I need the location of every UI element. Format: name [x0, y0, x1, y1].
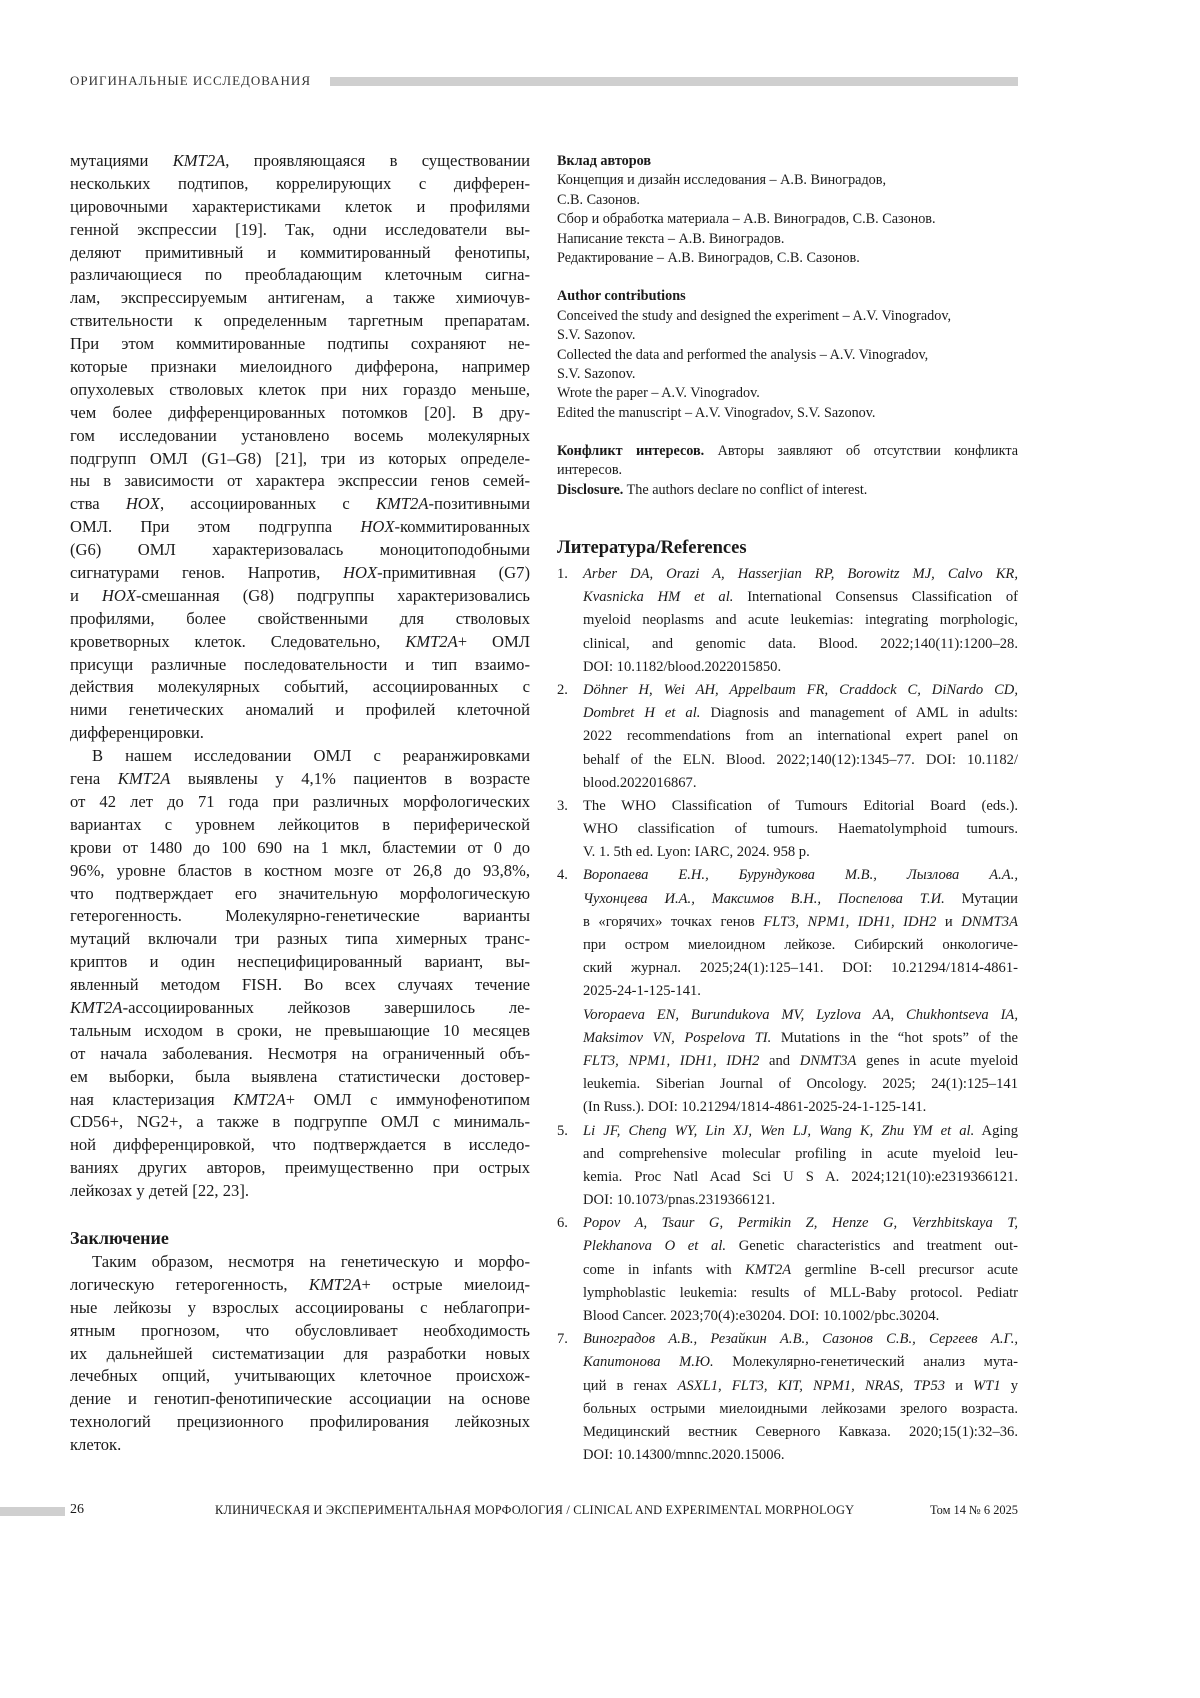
text-run: ваниях других авторов, преимущественно при острых: [70, 1158, 530, 1177]
italic-run: FLT3, NPM1, IDH1, IDH2: [763, 914, 936, 930]
text-line: [557, 152, 1018, 171]
text-line: [70, 356, 530, 379]
text-line: [583, 702, 1018, 725]
text-run: технологий прецизионного профилирования лейкозных: [70, 1412, 530, 1431]
text-run: DOI: 10.14300/mnnc.2020.15006.: [583, 1447, 784, 1463]
text-line: [70, 768, 530, 791]
text-run: Таким образом, несмотря на генетическую и морфо-: [92, 1252, 530, 1271]
text-run: лейкозах у детей [22, 23].: [70, 1181, 249, 1200]
italic-run: ASXL1, FLT3, KIT, NPM1, NRAS, TP53: [677, 1378, 945, 1394]
italic-run: Popov A, Tsaur G, Permikin Z, Henze G, Verzhbitskaya T,: [583, 1215, 1018, 1231]
text-run: которые признаки миелоидного дифферона, например: [70, 357, 530, 376]
reference-number: 3.: [557, 795, 568, 818]
text-line: [70, 745, 530, 768]
reference-number: 4.: [557, 864, 568, 887]
text-line: [70, 1089, 530, 1112]
text-line: [557, 307, 1018, 326]
journal-title: КЛИНИЧЕСКАЯ И ЭКСПЕРИМЕНТАЛЬНАЯ МОРФОЛОГИЯ / CLINICAL AND EXPERIMENTAL MORPHOLOGY: [215, 1503, 854, 1518]
text-line: [70, 379, 530, 402]
text-run: чем более дифференцированных потомков [20]. В дру-: [70, 403, 530, 422]
italic-run: Виноградов А.В., Резайкин А.В., Сазонов С.В., Сергеев А.Г.,: [583, 1331, 1018, 1347]
text-run: ства: [70, 494, 126, 513]
text-run: behalf of the ELN. Blood. 2022;140(12):1345–77. DOI: 10.1182/: [583, 752, 1018, 768]
text-line: [583, 911, 1018, 934]
text-line: [70, 883, 530, 906]
text-run: мутаций включали три разных типа химерных транс-: [70, 929, 530, 948]
text-line: [583, 725, 1018, 748]
reference-item: [557, 1328, 1018, 1467]
text-run: DOI: 10.1182/blood.2022015850.: [583, 659, 781, 675]
italic-run: Kvasnicka HM et al.: [583, 589, 733, 605]
text-run: Медицинский вестник Северного Кавказа. 2020;15(1):32–36.: [583, 1424, 1018, 1440]
left-column: [70, 150, 530, 1457]
italic-run: Чухонцева И.А., Максимов В.Н., Поспелова Т.И.: [583, 891, 945, 907]
reference-item: [557, 1212, 1018, 1328]
text-run: , проявляющаяся в существовании: [225, 151, 530, 170]
text-run: вариантах с уровнем лейкоцитов в периферической: [70, 815, 530, 834]
text-run: 2022 recommendations from an international expert panel on: [583, 728, 1018, 744]
text-run: профилями, более свойственными для стволовых: [70, 609, 530, 628]
text-line: [70, 1157, 530, 1180]
text-line: [70, 1134, 530, 1157]
text-run: Концепция и дизайн исследования – А.В. Виноградов,: [557, 172, 886, 188]
text-line: [70, 1365, 530, 1388]
text-run: + ОМЛ: [458, 632, 530, 651]
text-line: [70, 951, 530, 974]
text-run: (In Russ.). DOI: 10.21294/1814-4861-2025-24-1-125-141.: [583, 1099, 926, 1115]
text-line: [70, 1111, 530, 1134]
text-run: деляют примитивный и коммитированный фенотипы,: [70, 243, 530, 262]
text-run: + острые миелоид-: [361, 1275, 530, 1294]
text-line: [557, 404, 1018, 423]
text-line: [557, 171, 1018, 190]
text-run: Написание текста – А.В. Виноградов.: [557, 231, 784, 247]
text-line: [583, 1375, 1018, 1398]
author-contributions-ru: [557, 152, 1018, 268]
text-line: [583, 1004, 1018, 1027]
text-run: у: [1001, 1378, 1018, 1394]
text-line: [583, 1282, 1018, 1305]
reference-number: 1.: [557, 563, 568, 586]
text-run: лам, экспрессируемым антигенам, а также химиочув-: [70, 288, 530, 307]
text-run: явленный методом FISH. Во всех случаях течение: [70, 975, 530, 994]
reference-item: [557, 679, 1018, 795]
text-run: от 42 лет до 71 года при различных морфологических: [70, 792, 530, 811]
section-header: ОРИГИНАЛЬНЫЕ ИССЛЕДОВАНИЯ: [70, 73, 311, 89]
text-line: [583, 1259, 1018, 1282]
text-run: Сбор и обработка материала – А.В. Виноградов, С.В. Сазонов.: [557, 211, 936, 227]
text-run: Wrote the paper – A.V. Vinogradov.: [557, 385, 760, 401]
text-line: [557, 442, 1018, 461]
text-run: ной дифференцировкой, что подтверждается в исследо-: [70, 1135, 530, 1154]
text-run: ОМЛ. При этом подгруппа: [70, 517, 360, 536]
references-list: [557, 563, 1018, 1467]
text-line: [70, 676, 530, 699]
text-line: [70, 631, 530, 654]
text-line: [557, 210, 1018, 229]
text-run: germline B-cell precursor acute: [791, 1262, 1018, 1278]
text-line: [70, 699, 530, 722]
text-line: [583, 656, 1018, 679]
text-line: [583, 795, 1018, 818]
text-line: [583, 1120, 1018, 1143]
text-line: [583, 864, 1018, 887]
text-run: присущи различные последовательности и тип взаимо-: [70, 655, 530, 674]
text-run: клеток.: [70, 1435, 121, 1454]
text-run: Blood Cancer. 2023;70(4):e30204. DOI: 10.1002/pbc.30204.: [583, 1308, 939, 1324]
text-line: [583, 1096, 1018, 1119]
text-line: [70, 585, 530, 608]
text-run: The authors declare no conflict of interest.: [623, 482, 867, 498]
text-line: [70, 1297, 530, 1320]
text-line: [70, 287, 530, 310]
text-run: -коммитированных: [394, 517, 530, 536]
text-line: [557, 287, 1018, 306]
text-run: myeloid neoplasms and acute leukemias: integrating morphologic,: [583, 612, 1018, 628]
text-line: [70, 310, 530, 333]
paragraph: [70, 150, 530, 745]
text-line: [557, 365, 1018, 384]
text-run: clinical, and genomic data. Blood. 2022;140(11):1200–28.: [583, 636, 1018, 652]
text-line: [70, 1434, 530, 1457]
text-run: гена: [70, 769, 118, 788]
text-line: [70, 928, 530, 951]
text-run: ятным прогнозом, что обусловливает необходимость: [70, 1321, 530, 1340]
italic-run: HOX: [360, 517, 394, 536]
text-line: [583, 1166, 1018, 1189]
text-run: сигнатурами генов. Напротив,: [70, 563, 343, 582]
italic-run: KMT2A: [118, 769, 171, 788]
text-line: [70, 1411, 530, 1434]
text-line: [583, 1305, 1018, 1328]
italic-run: KMT2A: [173, 151, 226, 170]
italic-run: Капитонова М.Ю.: [583, 1354, 714, 1370]
text-line: [583, 980, 1018, 1003]
footer-rule: [0, 1507, 65, 1516]
text-line: [583, 1050, 1018, 1073]
text-run: подгрупп ОМЛ (G1–G8) [21], три из которых определе-: [70, 449, 530, 468]
text-run: Edited the manuscript – A.V. Vinogradov, S.V. Sazonov.: [557, 405, 875, 421]
body-text: [70, 150, 530, 1203]
text-run: при остром миелоидном лейкозе. Сибирский онкологиче-: [583, 937, 1018, 953]
text-run: В нашем исследовании ОМЛ с реаранжировками: [92, 746, 530, 765]
text-run: International Consensus Classification of: [733, 589, 1018, 605]
text-run: Редактирование – А.В. Виноградов, С.В. Сазонов.: [557, 250, 860, 266]
text-run: genes in acute myeloid: [856, 1053, 1018, 1069]
text-run: 2025-24-1-125-141.: [583, 983, 701, 999]
text-run: -позитивными: [428, 494, 530, 513]
text-line: [70, 1343, 530, 1366]
text-run: ский журнал. 2025;24(1):125–141. DOI: 10.21294/1814-4861-: [583, 960, 1018, 976]
text-line: [583, 586, 1018, 609]
italic-run: KMT2A: [745, 1262, 791, 1278]
text-line: [583, 888, 1018, 911]
paragraph: [70, 1251, 530, 1457]
text-line: [70, 608, 530, 631]
text-run: Mutations in the “hot spots” of the: [771, 1030, 1018, 1046]
text-line: [70, 905, 530, 928]
bold-run: Вклад авторов: [557, 153, 651, 169]
text-run: мутациями: [70, 151, 173, 170]
text-line: [70, 974, 530, 997]
text-run: ними генетических аномалий и профилей клеточной: [70, 700, 530, 719]
text-line: [70, 722, 530, 745]
italic-run: Voropaeva EN, Burundukova MV, Lyzlova AA, Chukhontseva IA,: [583, 1007, 1018, 1023]
reference-item: [557, 1120, 1018, 1213]
text-line: [583, 1398, 1018, 1421]
reference-item: [557, 864, 1018, 1119]
text-line: [557, 249, 1018, 268]
text-run: что подтверждает его значительную морфологическую: [70, 884, 530, 903]
italic-run: HOX: [126, 494, 160, 513]
bold-run: Disclosure.: [557, 482, 623, 498]
text-line: [70, 493, 530, 516]
text-line: [70, 1388, 530, 1411]
italic-run: KMT2A: [233, 1090, 286, 1109]
text-run: генной экспрессии [19]. Так, одни исследователи вы-: [70, 220, 530, 239]
italic-run: KMT2A: [376, 494, 429, 513]
text-line: [583, 1328, 1018, 1351]
reference-number: 2.: [557, 679, 568, 702]
italic-run: HOX: [102, 586, 136, 605]
text-run: опухолевых стволовых клеток при них гораздо меньше,: [70, 380, 530, 399]
text-line: [557, 191, 1018, 210]
text-line: [583, 772, 1018, 795]
italic-run: Li JF, Cheng WY, Lin XJ, Wen LJ, Wang K, Zhu YM et al.: [583, 1123, 974, 1139]
text-line: [70, 539, 530, 562]
text-line: [583, 1212, 1018, 1235]
text-run: ций в генах: [583, 1378, 677, 1394]
text-run: цировочными характеристиками клеток и профилями: [70, 197, 530, 216]
text-line: [70, 264, 530, 287]
text-line: [557, 230, 1018, 249]
text-line: [557, 326, 1018, 345]
text-run: blood.2022016867.: [583, 775, 697, 791]
text-run: S.V. Sazonov.: [557, 366, 635, 382]
text-run: ная кластеризация: [70, 1090, 233, 1109]
text-run: Genetic characteristics and treatment out-: [726, 1238, 1018, 1254]
bold-run: Конфликт интересов.: [557, 443, 704, 459]
text-line: [70, 1320, 530, 1343]
text-line: [70, 1274, 530, 1297]
text-run: и: [945, 1378, 973, 1394]
right-column: [557, 152, 1018, 500]
text-line: [70, 333, 530, 356]
text-line: [70, 562, 530, 585]
text-line: [583, 1143, 1018, 1166]
italic-run: Arber DA, Orazi A, Hasserjian RP, Borowitz MJ, Calvo KR,: [583, 566, 1018, 582]
text-run: их дальнейшей систематизации для разработки новых: [70, 1344, 530, 1363]
text-run: and: [759, 1053, 799, 1069]
reference-number: 5.: [557, 1120, 568, 1143]
text-run: ны в зависимости от характера экспрессии генов семей-: [70, 471, 530, 490]
text-run: Diagnosis and management of AML in adults:: [700, 705, 1018, 721]
text-run: дифференцировки.: [70, 723, 204, 742]
text-line: [70, 1020, 530, 1043]
italic-run: Воропаева Е.Н., Бурундукова М.В., Лызлова А.А.,: [583, 867, 1018, 883]
bold-run: Author contributions: [557, 288, 686, 304]
text-run: различающиеся по преобладающим клеточным сигна-: [70, 265, 530, 284]
conflict-of-interest: [557, 442, 1018, 500]
text-run: нескольких подтипов, коррелирующих с дифферен-: [70, 174, 530, 193]
text-line: [583, 563, 1018, 586]
references-heading: Литература/References: [557, 538, 747, 559]
text-run: (G6) ОМЛ характеризовалась моноцитоподобными: [70, 540, 530, 559]
text-line: [583, 1189, 1018, 1212]
text-run: гом исследовании установлено восемь молекулярных: [70, 426, 530, 445]
text-run: Авторы заявляют об отсутствии конфликта: [704, 443, 1018, 459]
text-run: 96%, уровне бластов в костном мозге от 26,8 до 93,8%,: [70, 861, 530, 880]
text-run: Aging: [974, 1123, 1018, 1139]
text-run: -ассоциированных лейкозов завершилось ле-: [123, 998, 530, 1017]
header-rule: [330, 77, 1018, 86]
text-run: come in infants with: [583, 1262, 745, 1278]
text-line: [583, 1073, 1018, 1096]
reference-number: 6.: [557, 1212, 568, 1235]
text-run: от начала заболевания. Несмотря на ограниченный объ-: [70, 1044, 530, 1063]
text-line: [583, 818, 1018, 841]
author-contributions-en: [557, 287, 1018, 423]
text-line: [557, 346, 1018, 365]
text-run: кроветворных клеток. Следовательно,: [70, 632, 405, 651]
text-run: CD56+, NG2+, а также в подгруппе ОМЛ с минималь-: [70, 1112, 530, 1131]
text-run: Collected the data and performed the analysis – A.V. Vinogradov,: [557, 347, 928, 363]
italic-run: Döhner H, Wei AH, Appelbaum FR, Craddock C, DiNardo CD,: [583, 682, 1018, 698]
italic-run: Plekhanova O et al.: [583, 1238, 726, 1254]
reference-item: [557, 563, 1018, 679]
text-line: [70, 425, 530, 448]
italic-run: DNMT3A: [800, 1053, 857, 1069]
text-run: крови от 1480 до 100 690 на 1 мкл, бластемии от 0 до: [70, 838, 530, 857]
text-run: -смешанная (G8) подгруппы характеризовались: [136, 586, 530, 605]
text-line: [70, 1066, 530, 1089]
text-run: The WHO Classification of Tumours Editorial Board (eds.).: [583, 798, 1018, 814]
text-line: [70, 837, 530, 860]
text-run: больных острыми миелоидными лейкозами зрелого возраста.: [583, 1401, 1018, 1417]
text-line: [70, 242, 530, 265]
text-line: [70, 860, 530, 883]
italic-run: FLT3, NPM1, IDH1, IDH2: [583, 1053, 759, 1069]
italic-run: KMT2A: [309, 1275, 362, 1294]
text-line: [583, 1351, 1018, 1374]
text-run: криптов и один неспецифицированный вариант, вы-: [70, 952, 530, 971]
text-run: + ОМЛ с иммунофенотипом: [286, 1090, 530, 1109]
text-run: , ассоциированных с: [160, 494, 376, 513]
text-run: ные лейкозы у взрослых ассоциированы с неблагопри-: [70, 1298, 530, 1317]
text-run: тальным исходом в сроки, не превышающие 10 месяцев: [70, 1021, 530, 1040]
italic-run: DNMT3A: [961, 914, 1018, 930]
text-line: [70, 402, 530, 425]
paragraph: [70, 745, 530, 1203]
text-line: [70, 196, 530, 219]
text-line: [583, 1235, 1018, 1258]
text-run: kemia. Proc Natl Acad Sci U S A. 2024;121(10):e2319366121.: [583, 1169, 1018, 1185]
italic-run: Dombret H et al.: [583, 705, 700, 721]
text-run: S.V. Sazonov.: [557, 327, 635, 343]
text-line: [70, 219, 530, 242]
italic-run: HOX: [343, 563, 377, 582]
text-line: [70, 150, 530, 173]
italic-run: KMT2A: [70, 998, 123, 1017]
text-run: и: [70, 586, 102, 605]
conclusion-text: [70, 1251, 530, 1457]
text-run: При этом коммитированные подтипы сохраняют не-: [70, 334, 530, 353]
text-line: [583, 1027, 1018, 1050]
text-run: лечебных опций, учитывающих клеточное происхож-: [70, 1366, 530, 1385]
text-line: [557, 384, 1018, 403]
text-line: [70, 448, 530, 471]
text-line: [70, 654, 530, 677]
text-line: [70, 997, 530, 1020]
text-run: ем выборки, была выявлена статистически достовер-: [70, 1067, 530, 1086]
text-line: [70, 173, 530, 196]
reference-item: [557, 795, 1018, 865]
text-run: DOI: 10.1073/pnas.2319366121.: [583, 1192, 775, 1208]
text-line: [70, 791, 530, 814]
text-line: [70, 814, 530, 837]
italic-run: Maksimov VN, Pospelova TI.: [583, 1030, 771, 1046]
text-run: ствительности к определенным таргетным препаратам.: [70, 311, 530, 330]
text-run: and comprehensive molecular profiling in acute myeloid leu-: [583, 1146, 1018, 1162]
text-line: [583, 957, 1018, 980]
text-run: логическую гетерогенность,: [70, 1275, 309, 1294]
text-run: Мутации: [945, 891, 1018, 907]
text-run: действия молекулярных событий, ассоциированных с: [70, 677, 530, 696]
text-line: [70, 1180, 530, 1203]
text-run: leukemia. Siberian Journal of Oncology. 2025; 24(1):125–141: [583, 1076, 1018, 1092]
text-run: гетерогенность. Молекулярно-генетические варианты: [70, 906, 530, 925]
text-run: Молекулярно-генетический анализ мута-: [714, 1354, 1018, 1370]
conclusion-heading: Заключение: [70, 1225, 530, 1251]
text-line: [70, 1251, 530, 1274]
text-line: [583, 1444, 1018, 1467]
text-run: интересов.: [557, 462, 622, 478]
page-number: 26: [70, 1502, 84, 1518]
italic-run: WT1: [973, 1378, 1001, 1394]
reference-number: 7.: [557, 1328, 568, 1351]
text-line: [70, 470, 530, 493]
italic-run: KMT2A: [405, 632, 458, 651]
text-line: [557, 461, 1018, 480]
text-line: [70, 516, 530, 539]
text-line: [583, 749, 1018, 772]
text-line: [583, 934, 1018, 957]
text-run: и: [936, 914, 961, 930]
text-run: в «горячих» точках генов: [583, 914, 763, 930]
text-line: [583, 1421, 1018, 1444]
text-line: [583, 633, 1018, 656]
text-line: [583, 679, 1018, 702]
text-run: Conceived the study and designed the experiment – A.V. Vinogradov,: [557, 308, 951, 324]
text-line: [583, 609, 1018, 632]
text-run: V. 1. 5th ed. Lyon: IARC, 2024. 958 p.: [583, 844, 810, 860]
text-run: дение и генотип-фенотипические ассоциации на основе: [70, 1389, 530, 1408]
text-run: С.В. Сазонов.: [557, 192, 640, 208]
text-line: [70, 1043, 530, 1066]
text-line: [583, 841, 1018, 864]
text-run: WHO classification of tumours. Haematolymphoid tumours.: [583, 821, 1018, 837]
text-run: lymphoblastic leukemia: results of MLL-Baby protocol. Pediatr: [583, 1285, 1018, 1301]
text-line: [557, 481, 1018, 500]
text-run: -примитивная (G7): [377, 563, 530, 582]
journal-volume: Том 14 № 6 2025: [930, 1503, 1018, 1518]
text-run: выявлены у 4,1% пациентов в возрасте: [170, 769, 530, 788]
